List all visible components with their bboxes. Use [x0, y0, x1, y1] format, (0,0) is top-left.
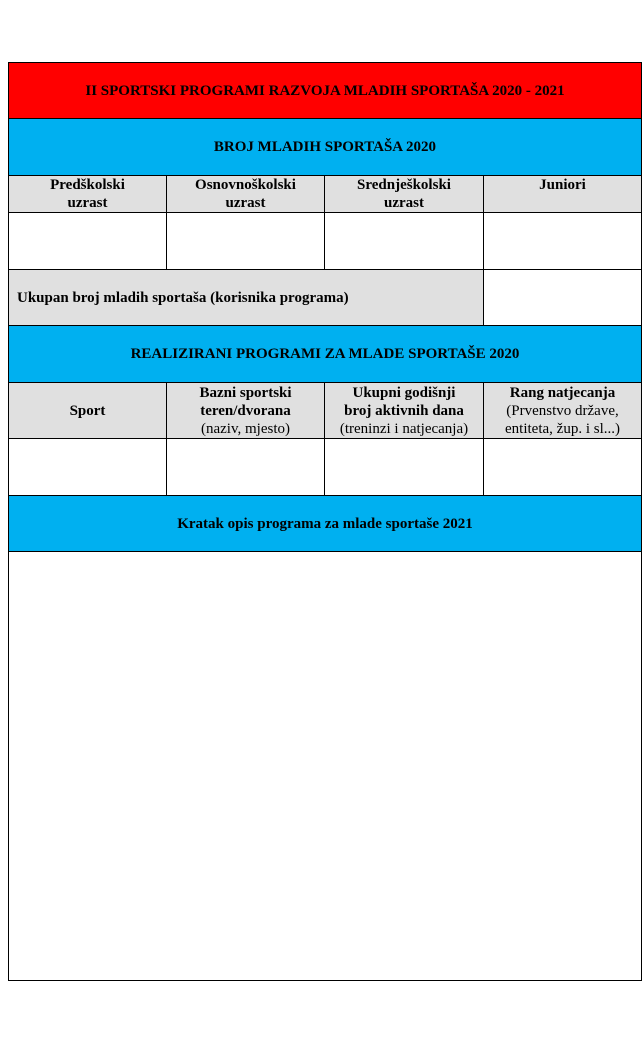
input-aktivni-dani[interactable] [325, 439, 484, 496]
col-header-rang-natjecanja [484, 383, 642, 439]
input-opis-programa[interactable] [9, 552, 642, 981]
col-header-rang-natjecanja-line1: Rang natjecanja [509, 384, 616, 401]
col-header-osnovnoskolski [167, 176, 325, 213]
broj-column-headers [9, 176, 642, 213]
col-header-osnovnoskolski-line1: Osnovnoškolski [195, 177, 296, 193]
col-header-aktivni-dani-line1: Ukupni godišnji [352, 384, 456, 401]
input-juniori[interactable] [484, 213, 642, 270]
section-opis-header-row [9, 496, 642, 552]
input-srednjeskolski[interactable] [325, 213, 484, 270]
col-header-aktivni-dani-line3: (treninzi i natjecanja) [339, 420, 469, 437]
sports-program-form [8, 62, 642, 981]
section-realizirani-header-row [9, 326, 642, 383]
realizirani-input-row [9, 439, 642, 496]
section-broj-title: BROJ MLADIH SPORTAŠA 2020 [9, 119, 642, 176]
total-label: Ukupan broj mladih sportaša (korisnika programa) [9, 270, 484, 326]
col-header-predskolski [9, 176, 167, 213]
col-header-predskolski-line2: uzrast [67, 195, 108, 211]
total-row [9, 270, 642, 326]
realizirani-column-headers [9, 383, 642, 439]
col-header-srednjeskolski-line2: uzrast [384, 195, 424, 211]
form-title: II SPORTSKI PROGRAMI RAZVOJA MLADIH SPORTAŠA 2020 - 2021 [9, 63, 642, 119]
section-opis-title: Kratak opis programa za mlade sportaše 2021 [9, 496, 642, 552]
col-header-predskolski-line1: Predškolski [50, 177, 125, 193]
broj-input-row [9, 213, 642, 270]
col-header-srednjeskolski [325, 176, 484, 213]
input-bazni-teren[interactable] [167, 439, 325, 496]
input-sport[interactable] [9, 439, 167, 496]
col-header-rang-natjecanja-line3: entiteta, žup. i sl...) [505, 420, 620, 437]
header-row [9, 63, 642, 119]
col-header-bazni-teren-line3: (naziv, mjesto) [201, 420, 290, 437]
input-rang-natjecanja[interactable] [484, 439, 642, 496]
col-header-aktivni-dani-line2: broj aktivnih dana [344, 402, 464, 419]
input-total[interactable] [484, 270, 642, 326]
input-osnovnoskolski[interactable] [167, 213, 325, 270]
col-header-sport-line1: Sport [69, 402, 106, 419]
col-header-juniori [484, 176, 642, 213]
opis-input-row [9, 552, 642, 981]
col-header-bazni-teren [167, 383, 325, 439]
col-header-srednjeskolski-line1: Srednješkolski [357, 177, 451, 193]
col-header-aktivni-dani [325, 383, 484, 439]
col-header-osnovnoskolski-line2: uzrast [225, 195, 266, 211]
input-predskolski[interactable] [9, 213, 167, 270]
col-header-rang-natjecanja-line2: (Prvenstvo države, [506, 402, 619, 419]
col-header-juniori-line1: Juniori [539, 177, 586, 193]
section-broj-header-row [9, 119, 642, 176]
col-header-sport [9, 383, 167, 439]
section-realizirani-title: REALIZIRANI PROGRAMI ZA MLADE SPORTAŠE 2020 [9, 326, 642, 383]
col-header-bazni-teren-line1: Bazni sportski [199, 384, 292, 401]
col-header-bazni-teren-line2: teren/dvorana [200, 402, 291, 419]
